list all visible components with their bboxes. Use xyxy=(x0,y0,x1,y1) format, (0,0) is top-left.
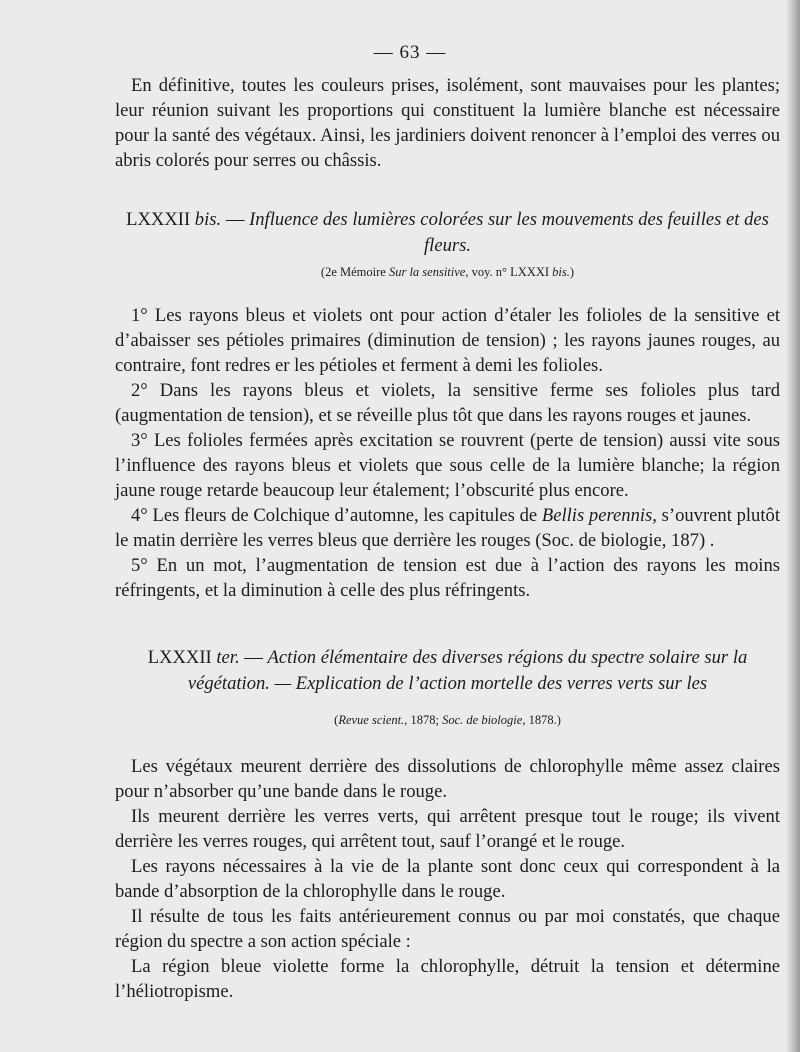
section-ter-heading xyxy=(115,645,780,697)
section-bis-reference xyxy=(115,264,780,280)
intro-paragraph-block xyxy=(115,73,780,173)
section-bis-suffix: bis. xyxy=(194,209,222,230)
section-ter-paragraph-4: Il résulte de tous les faits antérieurement connus ou par moi constatés, que chaque région du spectre a son action spéciale : xyxy=(115,906,780,952)
section-bis-paragraph-2: 2° Dans les rayons bleus et violets, la sensitive ferme ses folioles plus tard (augmentation de tension), et se réveille plus tôt que dans les rayons rouges et jaunes. xyxy=(115,380,780,426)
section-ter-paragraph-1: Les végétaux meurent derrière des dissolutions de chlorophylle même assez claires pour n’absorber qu’une bande dans le rouge. xyxy=(115,756,780,802)
p4-before: 4° Les fleurs de Colchique d’automne, les capitules de xyxy=(131,505,542,526)
section-ter-paragraph-5: La région bleue violette forme la chlorophylle, détruit la tension et détermine l’héliotropisme. xyxy=(115,956,780,1002)
section-ter-title: Action élémentaire des diverses régions du spectre solaire sur la végétation. — Explication de l’action mortelle des verres verts sur les xyxy=(187,647,748,694)
section-bis-dash: — xyxy=(225,209,245,230)
section-ter-number: LXXXII xyxy=(147,647,212,668)
ref-ter-italic-2: Soc. de biologie xyxy=(442,713,523,727)
page-edge-shadow xyxy=(786,0,800,1052)
section-ter-dash: — xyxy=(244,647,263,668)
ref-ter-italic-1: Revue scient. xyxy=(338,713,405,727)
ref-bis-close: ) xyxy=(569,265,575,279)
ref-ter-open: ( xyxy=(334,713,339,727)
section-ter-paragraph-2: Ils meurent derrière les verres verts, qui arrêtent presque tout le rouge; ils vivent derrière les verres rouges, qui arrêtent tout, sauf l’orangé et le rouge. xyxy=(115,806,780,852)
ref-bis-mid: voy. n° LXXXI xyxy=(471,265,550,279)
section-bis-paragraph-1: 1° Les rayons bleus et violets ont pour action d’étaler les folioles de la sensitive et d’abaisser ses pétioles primaires (diminution de tension) ; les rayons jaunes rouges, au contraire, font redres er les pétioles et ferment à demi les folioles. xyxy=(115,305,780,376)
section-ter-body xyxy=(115,754,780,1004)
section-bis-number: LXXXII xyxy=(126,209,191,230)
intro-paragraph: En définitive, toutes les couleurs prises, isolément, sont mauvaises pour les plantes; leur réunion suivant les proportions qui constituent la lumière blanche est nécessaire pour la santé des végétaux. Ainsi, les jardiniers doivent renoncer à l’emploi des verres ou abris colorés pour serres ou châssis. xyxy=(115,75,780,171)
section-bis-paragraph-4 xyxy=(115,503,780,553)
section-bis-paragraph-5: 5° En un mot, l’augmentation de tension est due à l’action des rayons les moins réfringents, et la diminution à celle des plus réfringents. xyxy=(115,555,780,601)
section-ter-suffix: ter. xyxy=(216,647,240,668)
p4-species: Bellis perennis, xyxy=(541,505,657,526)
ref-bis-italic: Sur la sensitive, xyxy=(388,265,469,279)
section-bis-paragraph-3: 3° Les folioles fermées après excitation se rouvrent (perte de tension) aussi vite sous l’influence des rayons bleus et violets que sous celle de la lumière blanche; la région jaune rouge retarde beaucoup leur étalement; l’obscurité plus encore. xyxy=(115,430,780,501)
section-ter-reference xyxy=(115,712,780,728)
section-ter-paragraph-3: Les rayons nécessaires à la vie de la plante sont donc ceux qui correspondent à la bande d’absorption de la chlorophylle dans le rouge. xyxy=(115,856,780,902)
page-number: — 63 — xyxy=(373,42,447,63)
ref-ter-mid: , 1878; xyxy=(404,713,443,727)
ref-ter-close: , 1878.) xyxy=(522,713,561,727)
ref-bis-bis: bis. xyxy=(552,265,570,279)
section-bis-body xyxy=(115,303,780,603)
section-bis-heading xyxy=(115,207,780,259)
p4-after: s’ouvrent plutôt le matin derrière les verres bleus que derrière les rouges (Soc. de biologie, 187) . xyxy=(115,505,780,551)
ref-bis-open: (2e Mémoire xyxy=(320,265,386,279)
section-bis-title: Influence des lumières colorées sur les mouvements des feuilles et des fleurs. xyxy=(249,209,769,256)
